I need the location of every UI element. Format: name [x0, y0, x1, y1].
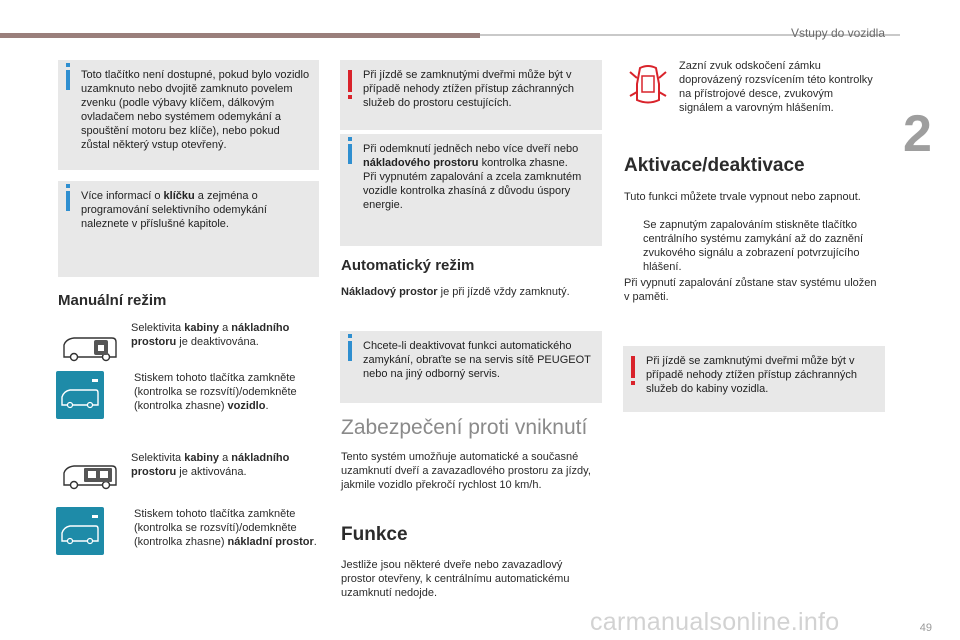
- activation-memory-text: Při vypnutí zapalování zůstane stav systému uložen v paměti.: [624, 277, 877, 303]
- selectivity-off-text: Selektivita kabiny a nákladního prostoru je deaktivována.: [131, 322, 290, 348]
- info-icon: [66, 191, 70, 211]
- info-icon: [348, 144, 352, 164]
- chapter-number: 2: [903, 105, 932, 163]
- lock-cargo-button-icon: [56, 507, 104, 555]
- security-heading: Zabezpečení proti vniknutí: [341, 416, 588, 439]
- info-icon: [348, 341, 352, 361]
- watermark: carmanualsonline.info: [590, 608, 840, 636]
- van-cargo-selective-icon: [60, 461, 120, 491]
- info-icon: [66, 70, 70, 90]
- warning-lamp-text: Zazní zvuk odskočení zámku doprovázený rozsvícením této kontrolky na přístrojové desce, zvukovým signálem a varovným hlášením.: [679, 60, 873, 114]
- activation-text: Tuto funkci můžete trvale vypnout nebo zapnout.: [624, 191, 861, 203]
- door-open-warning-lamp-icon: [627, 62, 669, 108]
- lock-vehicle-text: Stiskem tohoto tlačítka zamkněte (kontrolka se rozsvítí)/odemkněte (kontrolka zhasne) vozidlo.: [134, 372, 297, 412]
- info-box-key-reference: Více informací o klíčku a zejména o programování selektivního odemykání naleznete v příslušné kapitole.: [58, 181, 319, 277]
- warning-box-passenger-access: Při jízdě se zamknutými dveřmi může být v případě nehody ztížen přístup záchranných služeb do prostoru cestujících.: [340, 60, 602, 130]
- security-text: Tento systém umožňuje automatické a současné uzamknutí dveří a zavazadlového prostoru za jízdy, jakmile vozidlo překročí rychlost 10 km/h.: [341, 451, 591, 491]
- auto-mode-text: Nákladový prostor je při jízdě vždy zamknutý.: [341, 286, 570, 298]
- lock-vehicle-button-icon: [56, 371, 104, 419]
- info-box-deactivate-service: Chcete-li deaktivovat funkci automatického zamykání, obraťte se na servis sítě PEUGEOT nebo na jiný odborný servis.: [340, 331, 602, 403]
- warning-icon: [631, 356, 635, 378]
- page-number: 49: [919, 622, 932, 634]
- warning-icon: [348, 70, 352, 92]
- selectivity-on-text: Selektivita kabiny a nákladního prostoru je aktivována.: [131, 452, 290, 478]
- warning-box-cabin-access: Při jízdě se zamknutými dveřmi může být v případě nehody ztížen přístup záchranných služeb do kabiny vozidla.: [623, 346, 885, 412]
- van-cabin-unlocked-icon: [60, 333, 120, 363]
- function-text: Jestliže jsou některé dveře nebo zavazadlový prostor otevřeny, k centrálnímu automatickému uzamknutí nedojde.: [341, 559, 570, 599]
- manual-mode-heading: Manuální režim: [58, 292, 167, 309]
- function-heading: Funkce: [341, 524, 408, 545]
- info-box-indicator-off: Při odemknutí jedněch nebo více dveří nebo nákladového prostoru kontrolka zhasne. Při vypnutém zapalování a zcela zamknutém vozidle kontrolka zhasíná z důvodu úspory energie.: [340, 134, 602, 246]
- activation-heading: Aktivace/deaktivace: [624, 155, 805, 176]
- lock-cargo-text: Stiskem tohoto tlačítka zamkněte (kontrolka se rozsvítí)/odemkněte (kontrolka zhasne) nákladní prostor.: [134, 508, 317, 548]
- auto-mode-heading: Automatický režim: [341, 257, 475, 274]
- activation-step: Se zapnutým zapalováním stiskněte tlačítko centrálního systému zamykání až do zaznění zvukového signálu a zobrazení potvrzujícího hlášení.: [643, 219, 864, 273]
- info-box-button-unavailable: Toto tlačítko není dostupné, pokud bylo vozidlo uzamknuto nebo dvojitě zamknuto povelem zvenku (podle výbavy klíčem, dálkovým ovladačem nebo systémem odemykání a spouštění motoru bez klíče), nebo pokud zůstal některý vstup otevřený.: [58, 60, 319, 170]
- section-title: Vstupy do vozidla: [790, 26, 885, 40]
- header-accent-bar: [0, 33, 480, 38]
